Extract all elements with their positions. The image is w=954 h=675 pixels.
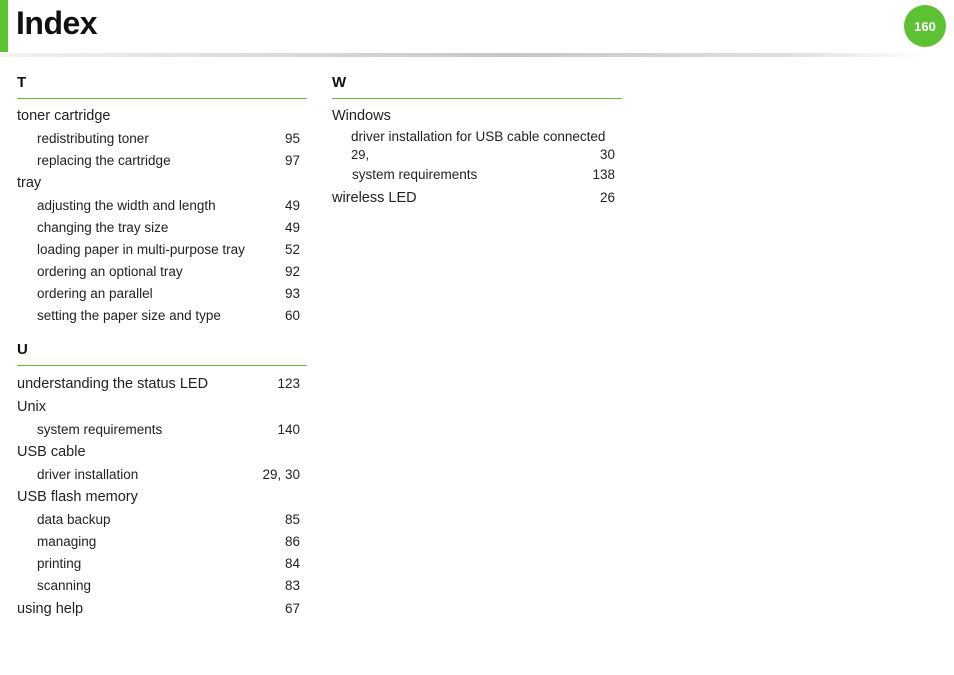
section-letter: T (17, 74, 27, 91)
index-term: tray (17, 175, 42, 191)
index-entry (17, 486, 307, 597)
index-term: toner cartridge (17, 108, 111, 124)
page-reference[interactable]: 29, 30 (262, 467, 300, 482)
index-term: Unix (17, 399, 47, 415)
index-term-row (332, 186, 622, 210)
index-term: Windows (332, 108, 391, 124)
index-subentry-row (17, 509, 307, 531)
index-subentry-continuation (351, 146, 615, 164)
index-column-right (332, 74, 622, 224)
page-reference[interactable]: 52 (284, 242, 300, 257)
page-reference[interactable]: 49 (284, 220, 300, 235)
page-reference[interactable]: 83 (284, 578, 300, 593)
index-term-row (17, 172, 307, 195)
index-subentry: adjusting the width and length (37, 198, 216, 213)
index-term-row (17, 597, 307, 621)
index-term-row (17, 441, 307, 464)
index-subentry: ordering an parallel (37, 286, 153, 301)
page-title: Index (16, 5, 98, 41)
index-term-row (17, 372, 307, 396)
page-reference[interactable]: 93 (284, 286, 300, 301)
index-subentry-row (17, 575, 307, 597)
section-divider (17, 98, 307, 99)
index-subentry-row (17, 305, 307, 327)
page-reference[interactable]: 140 (277, 422, 300, 437)
index-entry (332, 105, 622, 186)
index-subentry: managing (37, 534, 97, 549)
index-term-row (17, 396, 307, 419)
index-entry (17, 172, 307, 327)
index-term: wireless LED (332, 190, 417, 206)
page-reference[interactable]: 86 (284, 534, 300, 549)
index-term: understanding the status LED (17, 376, 209, 392)
index-entry (17, 396, 307, 441)
index-term-row (17, 486, 307, 509)
page-reference[interactable]: 123 (277, 376, 300, 391)
index-term: USB flash memory (17, 489, 138, 505)
header-accent-bar (0, 0, 8, 52)
page-number-badge: 160 (904, 5, 946, 47)
index-section-t (17, 74, 307, 327)
page-reference-prefix[interactable]: 29, (351, 147, 370, 162)
index-subentry: replacing the cartridge (37, 153, 171, 168)
index-term: using help (17, 601, 84, 617)
page-reference[interactable]: 30 (599, 147, 615, 162)
index-subentry-row (17, 464, 307, 486)
index-subentry: data backup (37, 512, 111, 527)
page-reference[interactable]: 85 (284, 512, 300, 527)
index-subentry-row (17, 553, 307, 575)
page-reference[interactable]: 95 (284, 131, 300, 146)
index-subentry-row (17, 195, 307, 217)
page-reference[interactable]: 49 (284, 198, 300, 213)
index-column-left (17, 74, 307, 635)
section-divider (332, 98, 622, 99)
index-subentry-row (17, 217, 307, 239)
index-subentry: driver installation (37, 467, 139, 482)
index-term-row (17, 105, 307, 128)
index-subentry-row (17, 283, 307, 305)
index-section-u (17, 341, 307, 621)
index-entry (17, 441, 307, 486)
page-reference[interactable]: 60 (284, 308, 300, 323)
index-subentry: system requirements (352, 167, 478, 182)
page-reference[interactable]: 92 (284, 264, 300, 279)
index-subentry: driver installation for USB cable connected (351, 129, 606, 144)
index-subentry-row (332, 128, 622, 164)
index-subentry: setting the paper size and type (37, 308, 221, 323)
page-reference[interactable]: 84 (284, 556, 300, 571)
index-subentry: redistributing toner (37, 131, 149, 146)
index-subentry: changing the tray size (37, 220, 169, 235)
index-subentry-row (17, 419, 307, 441)
index-subentry-row (17, 150, 307, 172)
index-subentry-row (17, 531, 307, 553)
index-subentry: printing (37, 556, 82, 571)
index-term: USB cable (17, 444, 86, 460)
index-entry (17, 597, 307, 621)
section-divider (17, 365, 307, 366)
index-subentry-row (332, 164, 622, 186)
index-entry (17, 105, 307, 172)
section-letter: U (17, 341, 28, 358)
index-term-row (332, 105, 622, 128)
index-entry (17, 372, 307, 396)
index-subentry: loading paper in multi-purpose tray (37, 242, 245, 257)
index-section-w (332, 74, 622, 210)
index-subentry-row (17, 239, 307, 261)
page-reference[interactable]: 67 (284, 601, 300, 616)
index-subentry-row (17, 128, 307, 150)
header-divider (0, 53, 930, 57)
page-reference[interactable]: 97 (284, 153, 300, 168)
page-reference[interactable]: 138 (592, 167, 615, 182)
index-subentry: ordering an optional tray (37, 264, 183, 279)
index-subentry: system requirements (37, 422, 163, 437)
index-subentry-row (17, 261, 307, 283)
index-subentry: scanning (37, 578, 92, 593)
section-letter: W (332, 74, 347, 91)
index-entry (332, 186, 622, 210)
page-reference[interactable]: 26 (599, 190, 615, 205)
